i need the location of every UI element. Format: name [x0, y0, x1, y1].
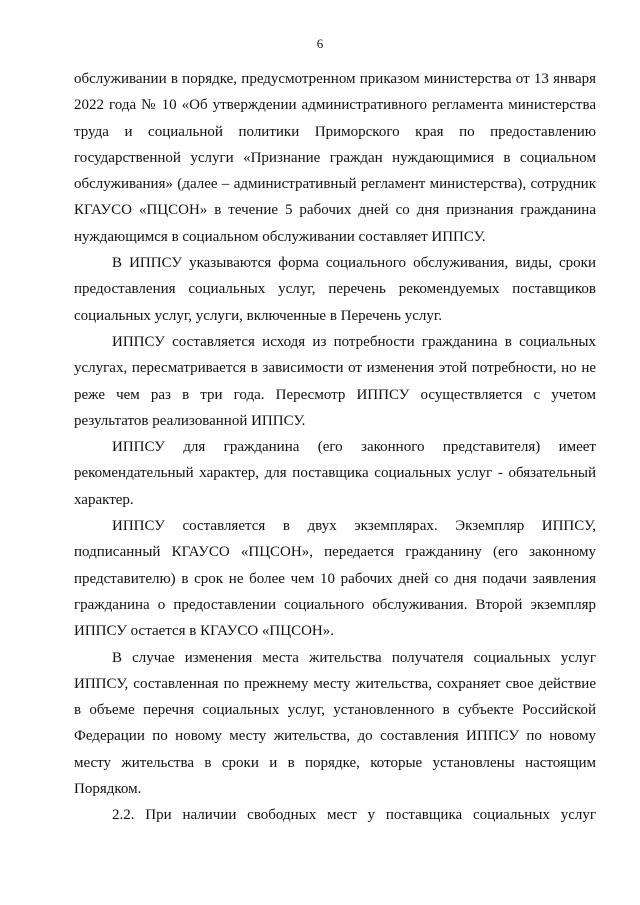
page-number: 6	[316, 36, 324, 51]
paragraph-4: ИППСУ для гражданина (его законного представителя) имеет рекомендательный характер, для поставщика социальных услуг - обязательный характер.	[74, 439, 596, 508]
paragraph-6: В случае изменения места жительства получателя социальных услуг ИППСУ, составленная по прежнему месту жительства, сохраняет свое действие в объеме перечня социальных услуг, установленного в субъекте Российской Федерации по новому месту жительства, до составления ИППСУ по новому месту жительства в сроки и в порядке, которые установлены настоящим Порядком.	[74, 649, 596, 798]
paragraph-5: ИППСУ составляется в двух экземплярах. Экземпляр ИППСУ, подписанный КГАУСО «ПЦСОН», передается гражданину (его законному представителю) в срок не более чем 10 рабочих дней со дня подачи заявления гражданина о предоставлении социального обслуживания. Второй экземпляр ИППСУ остается в КГАУСО «ПЦСОН».	[74, 518, 596, 640]
document-body	[74, 66, 596, 829]
paragraph-2: В ИППСУ указываются форма социального обслуживания, виды, сроки предоставления социальных услуг, перечень рекомендуемых поставщиков социальных услуг, услуги, включенные в Перечень услуг.	[74, 255, 596, 324]
paragraph-1: обслуживании в порядке, предусмотренном приказом министерства от 13 января 2022 года № 10 «Об утверждении административного регламента министерства труда и социальной политики Приморского края по предоставлению государственной услуги «Признание граждан нуждающимися в социальном обслуживания» (далее – административный регламент министерства), сотрудник КГАУСО «ПЦСОН» в течение 5 рабочих дней со дня признания гражданина нуждающимся в социальном обслуживании составляет ИППСУ.	[74, 71, 596, 245]
paragraph-3: ИППСУ составляется исходя из потребности гражданина в социальных услугах, пересматривается в зависимости от изменения этой потребности, но не реже чем раз в три года. Пересмотр ИППСУ осуществляется с учетом результатов реализованной ИППСУ.	[74, 333, 596, 429]
paragraph-7: 2.2. При наличии свободных мест у поставщика социальных услуг	[112, 807, 596, 824]
